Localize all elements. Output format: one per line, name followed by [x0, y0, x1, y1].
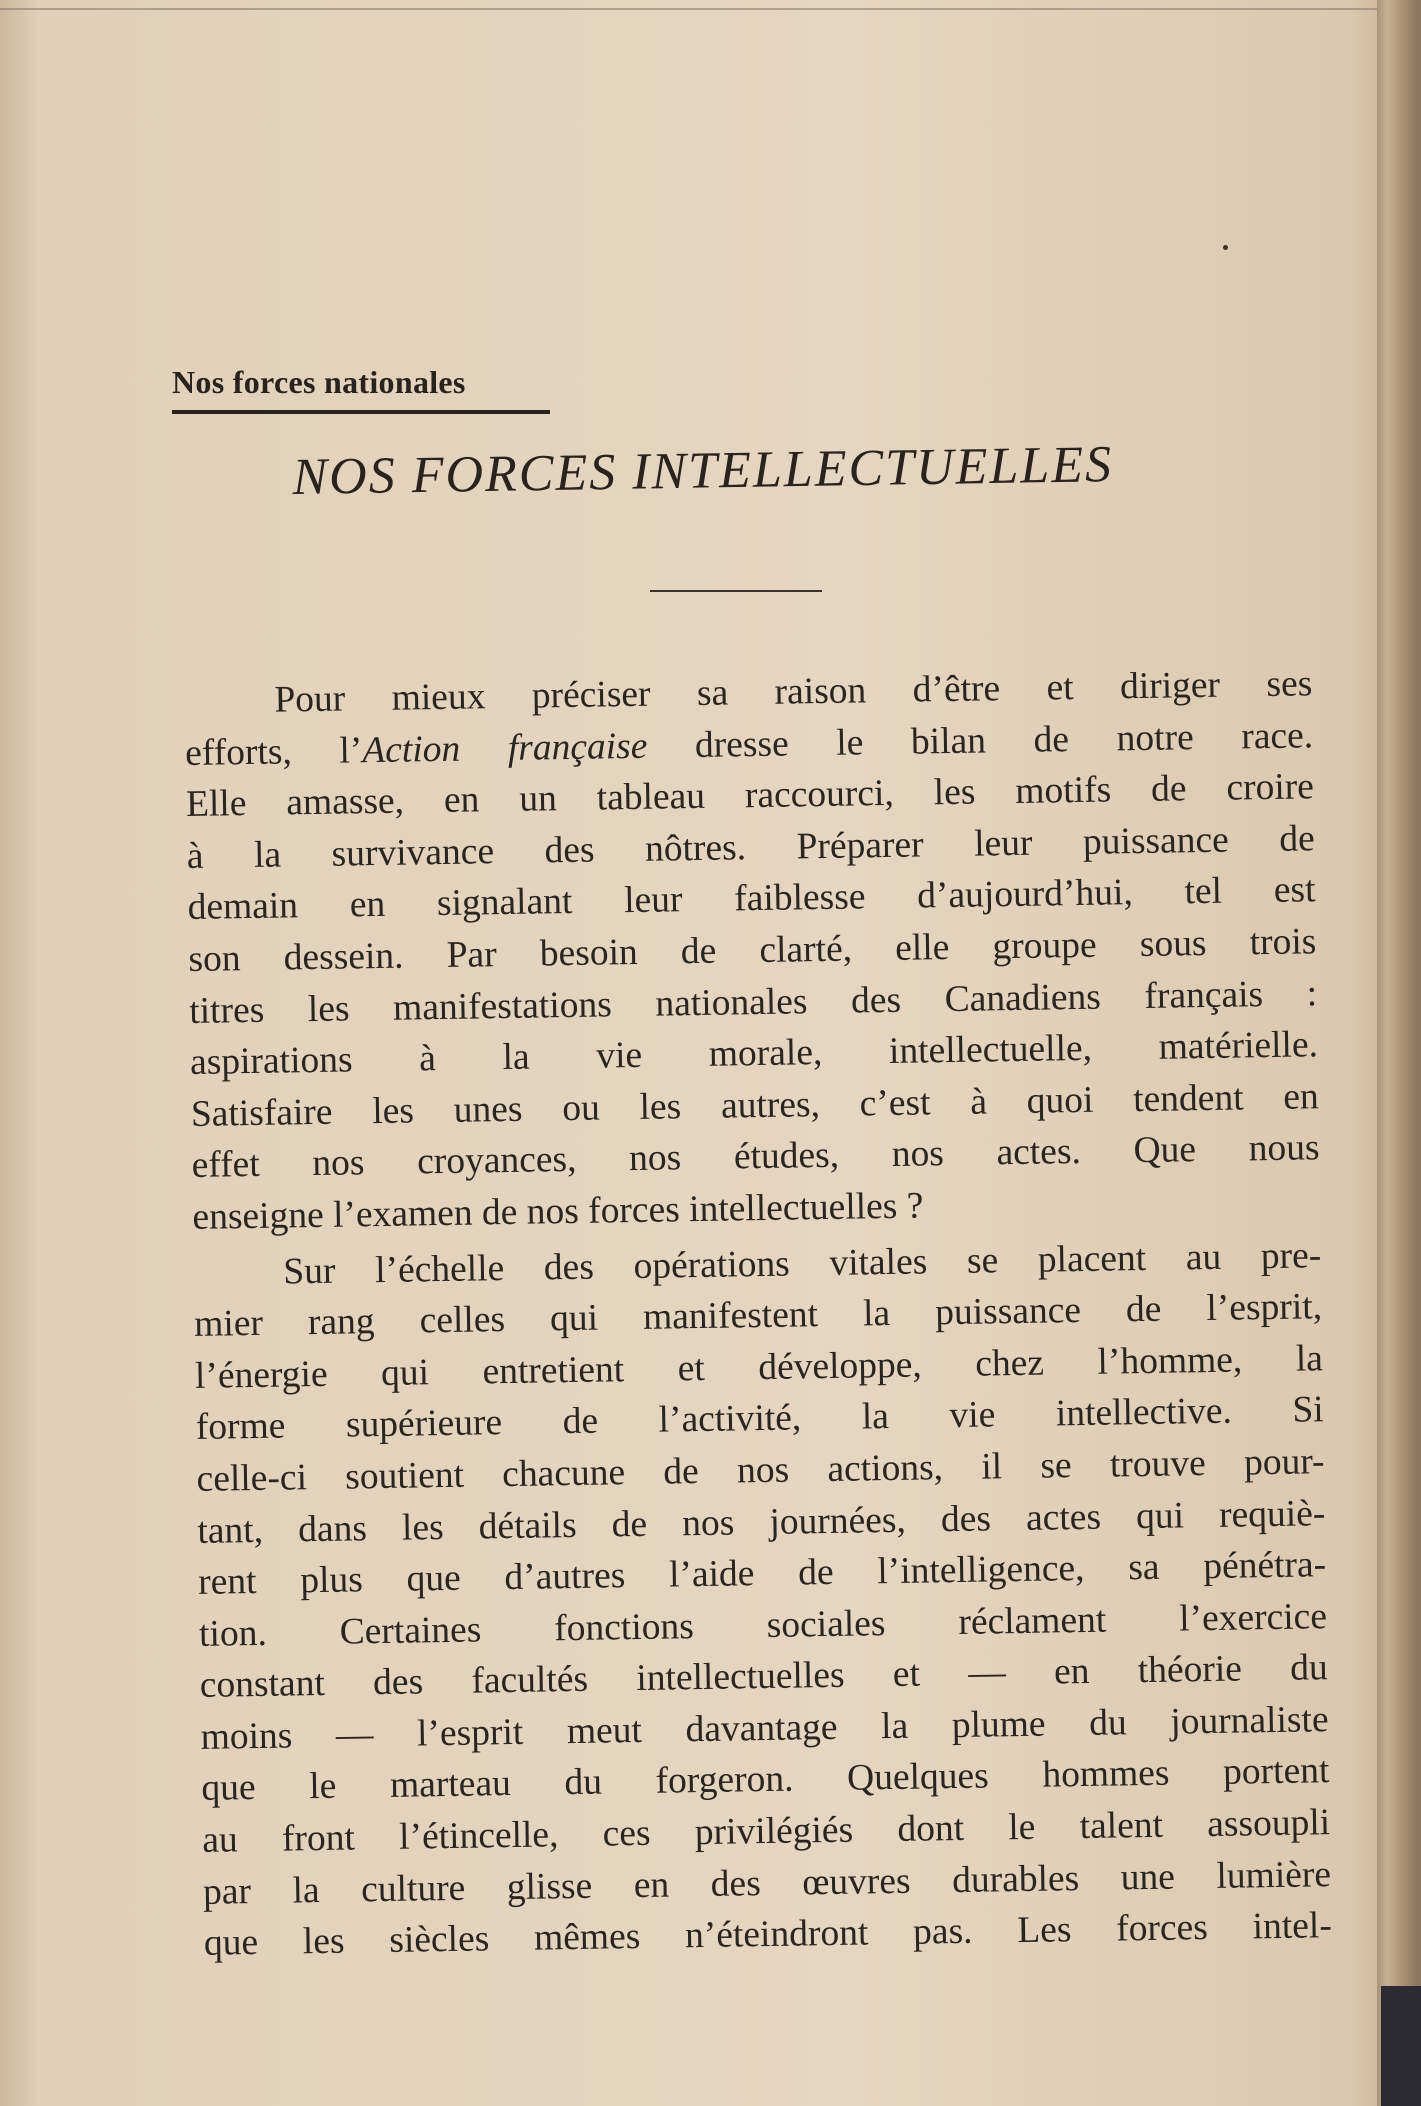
text-fragment: dresse le bilan de notre race.	[647, 714, 1314, 767]
paragraph-1	[184, 658, 1321, 1243]
text-line: tion. Certaines fonctions sociales réclament l’exercice	[198, 1595, 1328, 1655]
body-text	[184, 658, 1332, 1969]
text-line: mier rang celles qui manifestent la puissance de l’esprit,	[193, 1286, 1323, 1346]
text-line: forme supérieure de l’activité, la vie intellective. Si	[195, 1389, 1324, 1449]
text-line: titres les manifestations nationales des Canadiens français :	[188, 972, 1318, 1032]
top-edge-line	[0, 8, 1421, 10]
text-line: Sur l’échelle des opérations vitales se placent au pre-	[283, 1234, 1322, 1293]
text-fragment: efforts, l’	[184, 729, 363, 774]
text-line: demain en signalant leur faiblesse d’aujourd’hui, tel est	[187, 869, 1316, 929]
section-underline	[172, 410, 550, 414]
text-line: enseigne l’examen de nos forces intellectuelles ?	[192, 1185, 924, 1238]
text-line: celle-ci soutient chacune de nos actions, il se trouve pour-	[196, 1441, 1325, 1500]
text-line: moins — l’esprit meut davantage la plume du journaliste	[200, 1699, 1329, 1758]
title-divider	[650, 590, 822, 592]
text-line: Satisfaire les unes ou les autres, c’est à quoi tendent en	[190, 1075, 1320, 1135]
text-line: Elle amasse, en un tableau raccourci, les motifs de croire	[185, 766, 1315, 826]
text-line: son dessein. Par besoin de clarté, elle groupe sous trois	[188, 921, 1317, 980]
text-line: l’énergie qui entretient et développe, chez l’homme, la	[194, 1337, 1324, 1397]
text-line: effet nos croyances, nos études, nos actes. Que nous	[191, 1127, 1320, 1187]
text-line: par la culture glisse en des œuvres durables une lumière	[202, 1853, 1332, 1913]
journal-title: Action française	[361, 725, 648, 771]
chapter-title: NOS FORCES INTELLECTUELLES	[292, 436, 1114, 506]
page-edge-shadow	[1381, 1986, 1421, 2106]
text-line: aspirations à la vie morale, intellectuelle, matérielle.	[189, 1024, 1319, 1084]
section-label: Nos forces nationales	[172, 364, 466, 400]
page-edge	[1377, 0, 1421, 2106]
ink-speck	[1223, 245, 1228, 250]
paragraph-2	[193, 1230, 1332, 1970]
text-line: que le marteau du forgeron. Quelques hommes portent	[201, 1750, 1330, 1810]
text-line: tant, dans les détails de nos journées, des actes qui requiè-	[197, 1492, 1326, 1552]
text-line: à la survivance des nôtres. Préparer leur puissance de	[186, 818, 1316, 877]
text-line: au front l’étincelle, ces privilégiés dont le talent assoupli	[201, 1802, 1331, 1861]
text-line: que les siècles mêmes n’éteindront pas. Les forces intel-	[203, 1905, 1333, 1965]
text-line: rent plus que d’autres l’aide de l’intelligence, sa pénétra-	[197, 1544, 1327, 1603]
text-line: Pour mieux préciser sa raison d’être et diriger ses	[274, 663, 1313, 721]
text-line: constant des facultés intellectuelles et — en théorie du	[199, 1647, 1329, 1707]
